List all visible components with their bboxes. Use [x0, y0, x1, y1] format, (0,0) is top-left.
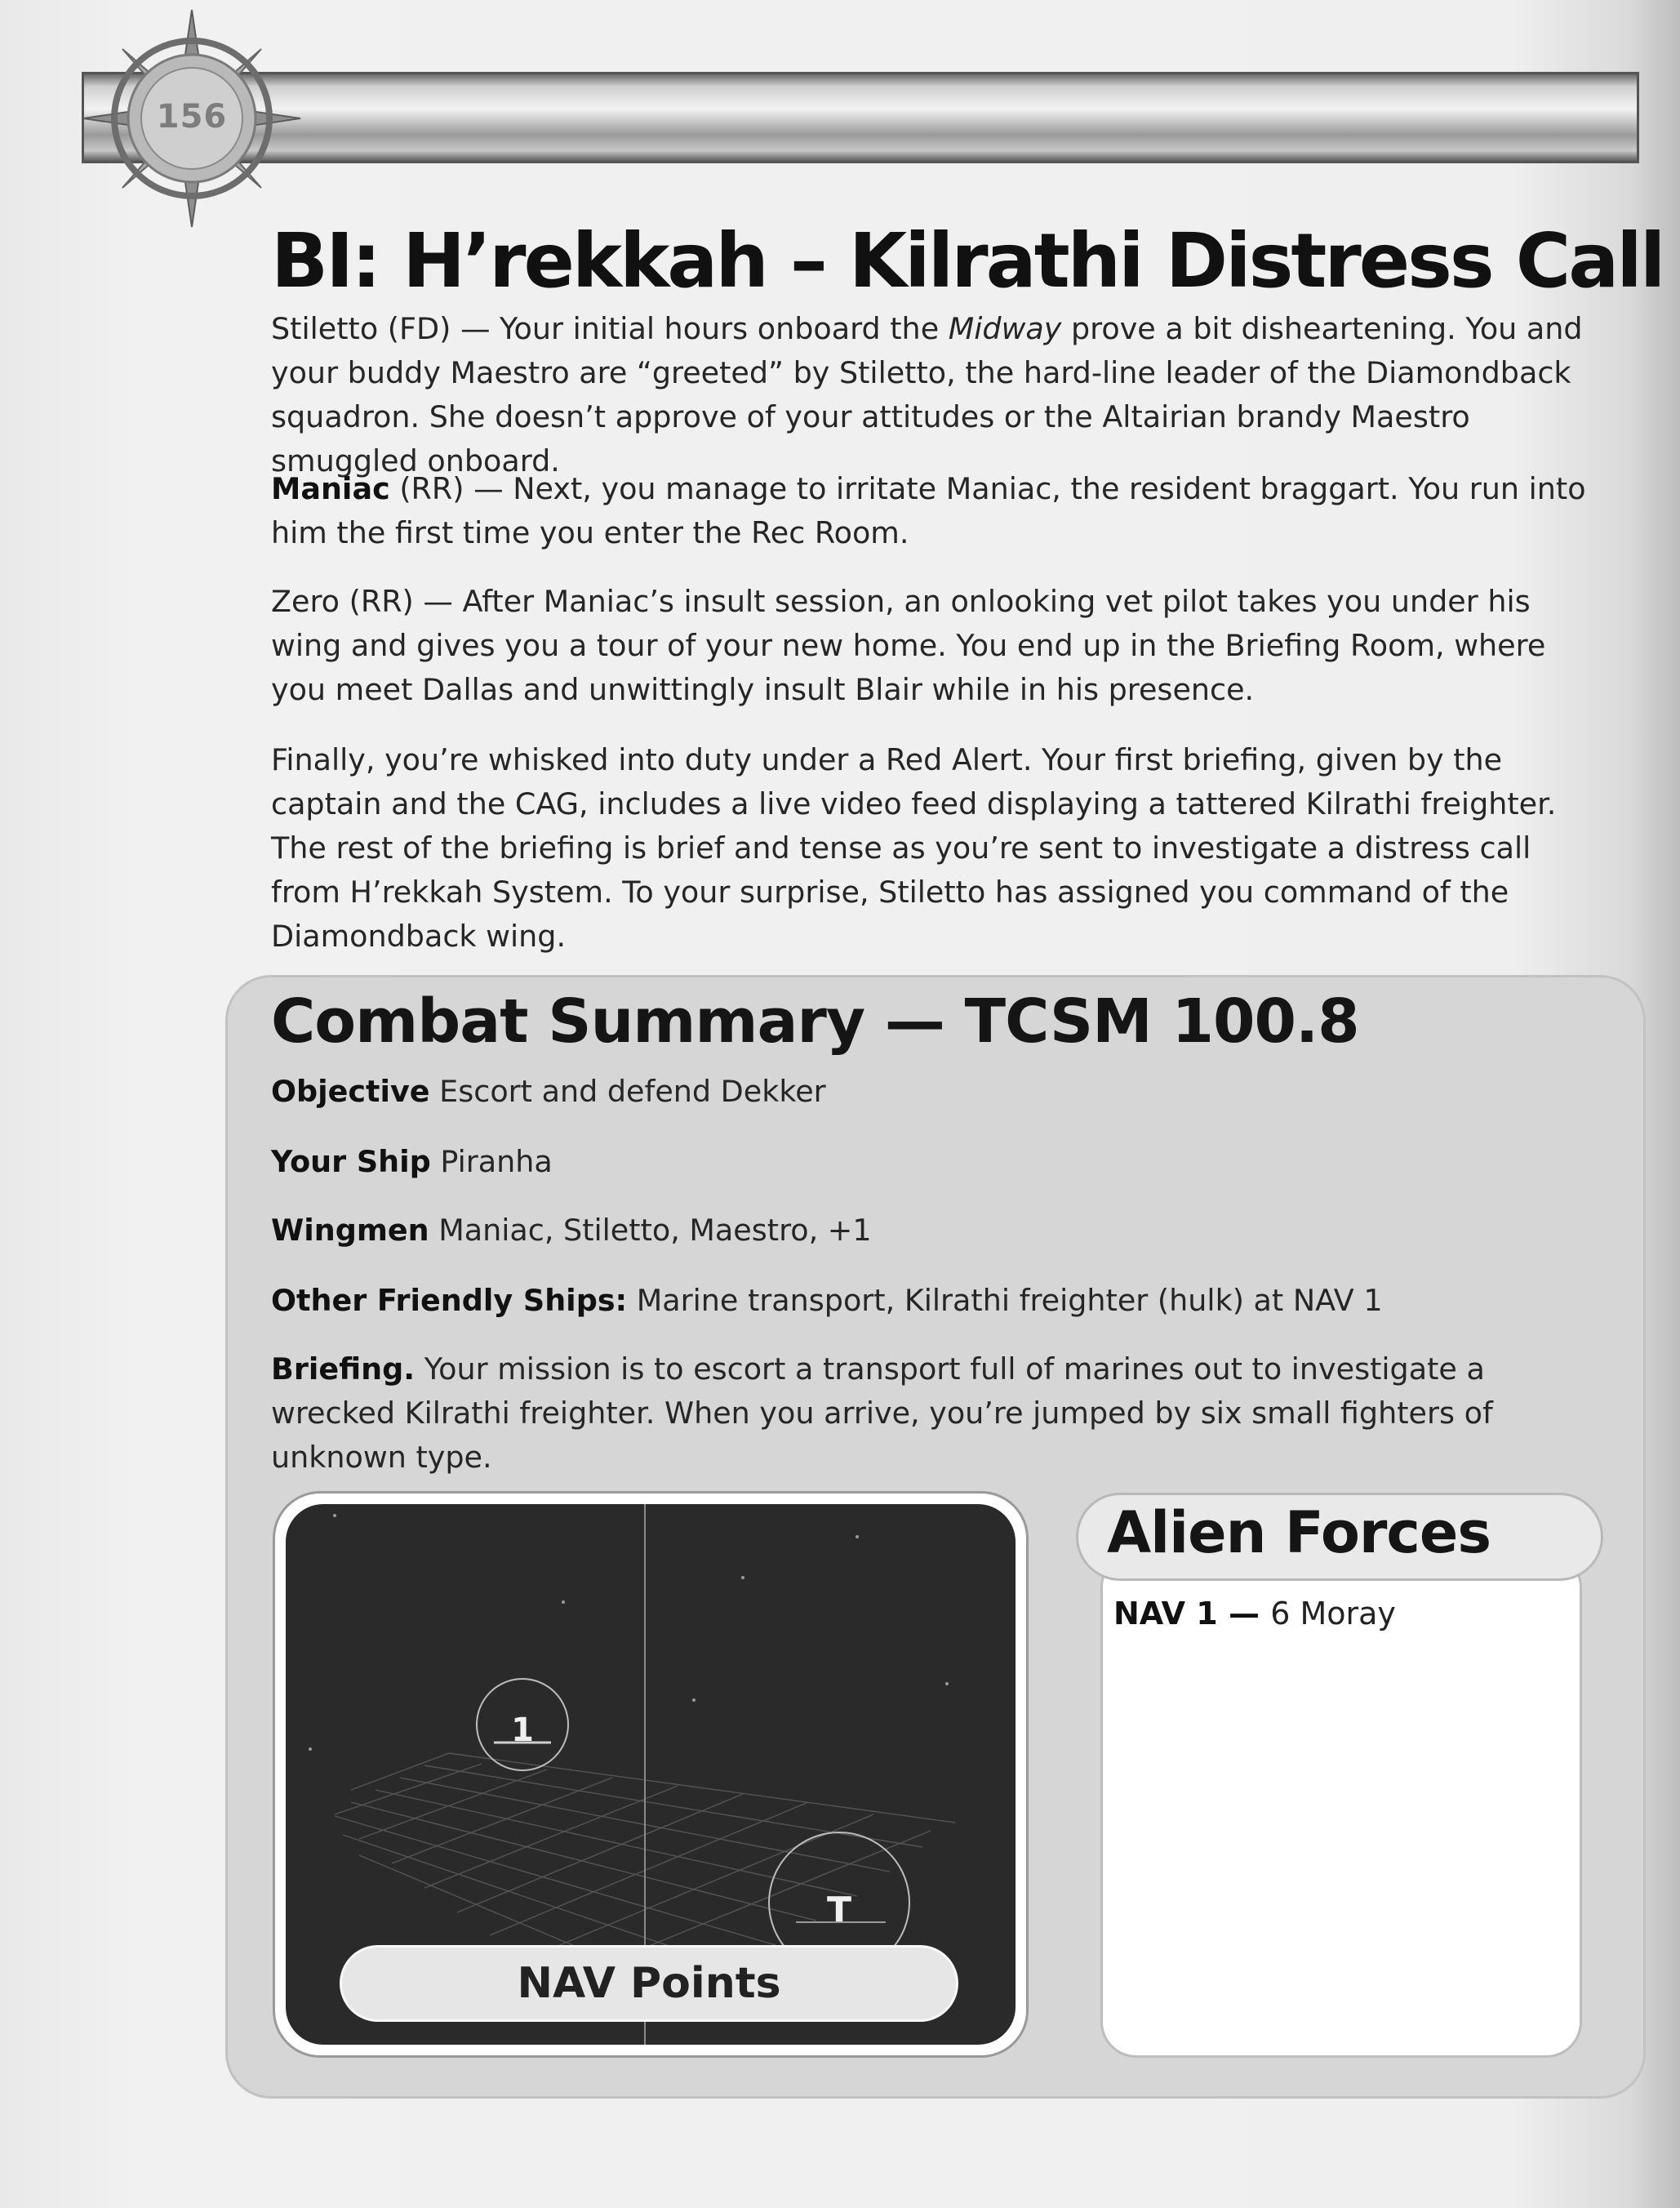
intro-paragraph-maniac — [271, 467, 1607, 555]
ship-name-midway: Midway — [948, 311, 1062, 346]
nav-label: NAV 1 — [1113, 1596, 1218, 1632]
summary-value: Piranha — [430, 1144, 553, 1179]
summary-label: Objective — [271, 1074, 430, 1109]
speaker-name: Maniac — [271, 471, 390, 506]
paragraph-text: (RR) — Next, you manage to irritate Maniac, the resident braggart. You run into him the first time you enter the Rec Room. — [271, 471, 1586, 550]
header-bar — [82, 72, 1639, 163]
summary-label: Other Friendly Ships: — [271, 1283, 628, 1318]
enemy-forces: 6 Moray — [1270, 1596, 1396, 1632]
summary-label: Your Ship — [271, 1144, 431, 1179]
nav-point-1-marker — [477, 1679, 568, 1770]
intro-paragraph-red-alert: Finally, you’re whisked into duty under a Red Alert. Your first briefing, given by the captain and the CAG, includes a live video feed displaying a tattered Kilrathi freighter. The rest of the briefing is brief and tense as you’re sent to investigate a distress call from H’rekkah System. To your surprise, Stiletto has assigned you command of the Diamondback wing. — [271, 742, 1557, 954]
alien-forces-entry — [1113, 1596, 1396, 1632]
summary-value: Escort and defend Dekker — [429, 1074, 826, 1109]
summary-value: Your mission is to escort a transport full of marines out to investigate a wrecked Kilrathi freighter. When you arrive, you’re jumped by six small fighters of unknown type. — [271, 1351, 1493, 1475]
intro-paragraph-stiletto: Stiletto (FD) — Your initial hours onboard the Midway prove a bit disheartening. You and your buddy Maestro are “greeted” by Stiletto, the hard-line leader of the Diamondback squadron. She doesn’t approve of your attitudes or the Altairian brandy Maestro smuggled onboard. — [271, 311, 1583, 479]
nav-point-1-label: 1 — [511, 1712, 534, 1749]
summary-row-briefing — [271, 1347, 1610, 1480]
summary-row-wingmen — [271, 1209, 1610, 1253]
summary-value: Maniac, Stiletto, Maestro, +1 — [429, 1213, 872, 1248]
page-title: BI: H’rekkah – Kilrathi Distress Call — [271, 217, 1664, 305]
summary-value: Marine transport, Kilrathi freighter (hulk) at NAV 1 — [627, 1283, 1383, 1318]
combat-summary-title: Combat Summary — TCSM 100.8 — [271, 986, 1359, 1057]
summary-label: Wingmen — [271, 1213, 429, 1248]
summary-row-your-ship — [271, 1140, 1610, 1184]
intro-paragraph-zero: Zero (RR) — After Maniac’s insult session, an onlooking vet pilot takes you under his wing and gives you a tour of your new home. You end up in the Briefing Room, where you meet Dallas and unwittingly insult Blair while in his presence. — [271, 584, 1546, 707]
nav-points-label: NAV Points — [340, 1945, 958, 2022]
summary-row-objective — [271, 1070, 1610, 1114]
transport-marker-label: T — [826, 1890, 852, 1931]
summary-label: Briefing. — [271, 1351, 416, 1387]
alien-forces-title: Alien Forces — [1107, 1499, 1491, 1566]
page-number: 156 — [156, 98, 228, 136]
entry-separator: — — [1217, 1596, 1271, 1632]
summary-row-friendly-ships — [271, 1279, 1610, 1323]
